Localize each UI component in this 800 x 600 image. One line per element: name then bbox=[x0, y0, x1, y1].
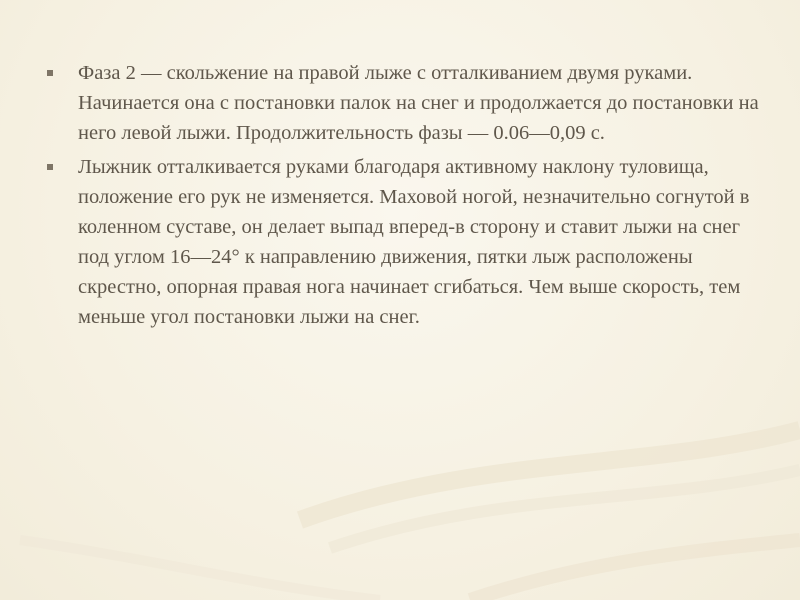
square-bullet-icon bbox=[40, 152, 78, 182]
bullet-item bbox=[40, 58, 760, 148]
bullet-text: Лыжник отталкивается руками благодаря активному наклону туловища, положение его рук не изменяется. Маховой ногой, незначительно согнутой в коленном суставе, он делает выпад вперед-в сторону и ставит лыжи на снег под углом 16—24° к направлению движения, пятки лыж расположены скрестно, опорная правая нога начинает сгибаться. Чем выше скорость, тем меньше угол постановки лыжи на снег. bbox=[78, 156, 750, 328]
bullet-item bbox=[40, 152, 760, 332]
slide-content bbox=[40, 58, 760, 336]
square-bullet-icon bbox=[40, 58, 78, 88]
bullet-text: Фаза 2 — скольжение на правой лыже с отталкиванием двумя руками. Начинается она с постановки палок на снег и продолжается до постановки на него левой лыжи. Продолжительность фазы — 0.06—0,09 с. bbox=[78, 62, 759, 144]
